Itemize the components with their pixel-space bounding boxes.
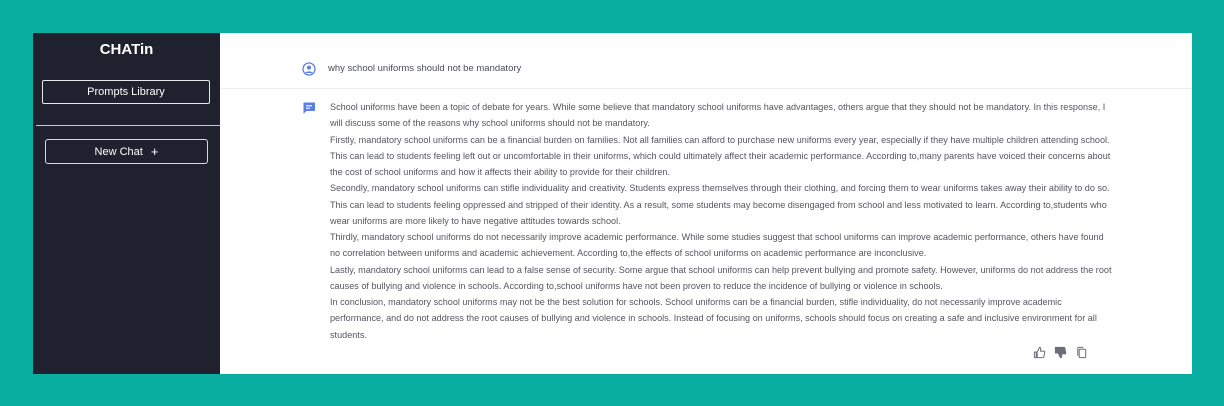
thumbs-down-icon[interactable] xyxy=(1054,346,1067,359)
reply-paragraph: Firstly, mandatory school uniforms can be a financial burden on families. Not all families can afford to purchase new uniforms every year, especially if they have multiple children attending school. This can lead to students feeling left out or uncomfortable in their uniforms, which could ultimately affect their academic performance. According to,many parents have voiced their concerns about the cost of school uniforms and how it affects their ability to provide for their children. xyxy=(330,134,1111,177)
app-title: CHATin xyxy=(99,41,154,58)
copy-icon[interactable] xyxy=(1075,346,1088,359)
user-message-row xyxy=(220,33,1192,89)
sidebar xyxy=(33,33,220,374)
sidebar-divider xyxy=(36,125,220,126)
reply-paragraph: Secondly, mandatory school uniforms can stifle individuality and creativity. Students express themselves through their clothing, and forcing them to wear uniforms takes away their ability to do so. This can lead to students feeling oppressed and stripped of their identity. As a result, some students may become disengaged from school and less motivated to learn. According to,students who wear uniforms are more likely to have negative attitudes towards school. xyxy=(330,183,1110,226)
assistant-reply xyxy=(330,99,1115,343)
thumbs-up-icon[interactable] xyxy=(1033,346,1046,359)
reply-paragraph: Lastly, mandatory school uniforms can lead to a false sense of security. Some argue that school uniforms can help prevent bullying and promote safety. However, uniforms do not address the root causes of bullying and violence in schools. According to,school uniforms have not been proven to reduce the incidence of bullying or violence in schools. xyxy=(330,264,1112,291)
user-message: why school uniforms should not be mandatory xyxy=(328,63,522,74)
reply-paragraph: School uniforms have been a topic of debate for years. While some believe that mandatory school uniforms have advantages, others argue that they should not be mandatory. In this response, I will discuss some of the reasons why school uniforms should not be mandatory. xyxy=(330,102,1106,129)
reply-paragraph: In conclusion, mandatory school uniforms may not be the best solution for schools. School uniforms can be a financial burden, stifle individuality, do not necessarily improve academic performance, and do not address the root causes of bullying and violence in schools. Instead of focusing on uniforms, schools should focus on creating a safe and inclusive environment for all students. xyxy=(330,297,1097,340)
new-chat-label: New Chat xyxy=(94,145,143,158)
plus-icon: + xyxy=(150,144,159,159)
chat-app xyxy=(33,33,1192,374)
conversation-panel xyxy=(220,33,1192,374)
reply-paragraph: Thirdly, mandatory school uniforms do not necessarily improve academic performance. While some studies suggest that school uniforms can improve academic performance, others have found no correlation between uniforms and academic achievement. According to,the effects of school uniforms on academic performance are inconclusive. xyxy=(330,232,1104,259)
chat-bubble-icon xyxy=(302,101,316,115)
prompts-library-button[interactable]: Prompts Library xyxy=(42,80,210,104)
user-avatar-icon xyxy=(302,62,316,76)
reply-actions xyxy=(1033,346,1088,359)
new-chat-button[interactable] xyxy=(45,139,208,164)
